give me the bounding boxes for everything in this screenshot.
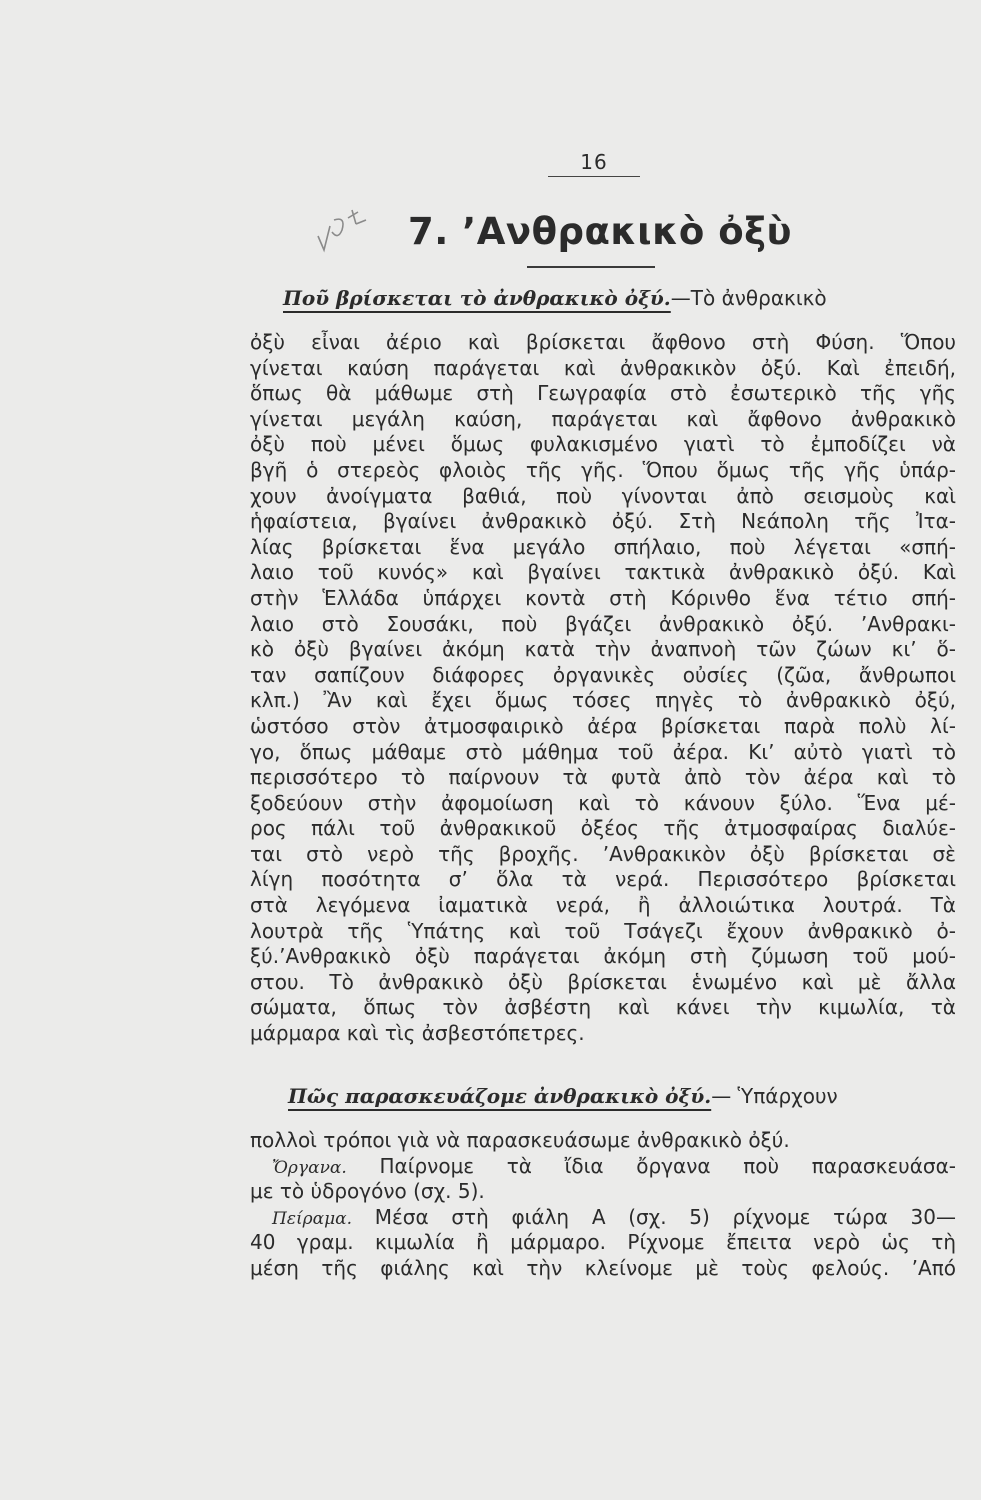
chapter-title: 7. ’Ανθρακικὸ ὀξὺ — [408, 210, 792, 253]
section-heading-preparation — [288, 1084, 838, 1108]
text-line: ὡστόσο στὸν ἀτμοσφαιρικὸ ἀέρα βρίσκεται παρὰ πολὺ λί- — [250, 713, 956, 738]
paragraph-where-found — [250, 330, 956, 1047]
text-line: ξύ.’Ανθρακικὸ ὀξὺ παράγεται ἀκόμη στὴ ζύμωση τοῦ μού- — [250, 944, 956, 969]
text-line: γίνεται καύση παράγεται καὶ ἀνθρακικὸν ὀξύ. Καὶ ἐπειδή, — [250, 355, 956, 380]
text-line: ται στὸ νερὸ τῆς βροχῆς. ’Ανθρακικὸν ὀξὺ βρίσκεται σὲ — [250, 841, 956, 866]
page-number-rule — [548, 176, 640, 177]
text-line: ξοδεύουν στὴν ἀφομοίωση καὶ τὸ κάνουν ξύλο. Ἕνα μέ- — [250, 790, 956, 815]
text-line: ὀξὺ ποὺ μένει ὅμως φυλακισμένο γιατὶ τὸ ἐμποδίζει νὰ — [250, 432, 956, 457]
section-heading-text: Ποῦ βρίσκεται τὸ ἀνθρακικὸ ὀξύ. — [283, 286, 671, 310]
text-line: ταν σαπίζουν διάφορες ὀργανικὲς οὐσίες (ζῶα, ἄνθρωποι — [250, 662, 956, 687]
text-line: μάρμαρα καὶ τὶς ἀσβεστόπετρες. — [250, 1021, 585, 1046]
text-line: χουν ἀνοίγματα βαθιά, ποὺ γίνονται ἀπὸ σεισμοὺς καὶ — [250, 483, 956, 508]
text-line: ἡφαίστεια, βγαίνει ἀνθρακικὸ ὀξύ. Στὴ Νεάπολη τῆς Ἰτα- — [250, 509, 956, 534]
text-line: στὰ λεγόμενα ἰαματικὰ νερά, ἢ ἀλλοιώτικα λουτρά. Τὰ — [250, 893, 956, 918]
text-line: κὸ ὀξὺ βγαίνει ἀκόμη κατὰ τὴν ἀναπνοὴ τῶν ζώων κι’ ὅ- — [250, 637, 956, 662]
text-line-instruments — [250, 1154, 956, 1180]
section-heading-text: Πῶς παρασκευάζομε ἀνθρακικὸ ὀξύ. — [288, 1084, 712, 1108]
experiment-label: Πείραμα. — [272, 1208, 353, 1229]
text-line: με τὸ ὑδρογόνο (σχ. 5). — [250, 1179, 485, 1204]
title-rule — [527, 266, 655, 268]
instruments-text: Παίρνομε τὰ ἴδια ὄργανα ποὺ παρασκευάσα- — [379, 1153, 956, 1178]
page-number: 16 — [580, 150, 608, 174]
experiment-text: Μέσα στὴ φιάλη Α (σχ. 5) ρίχνομε τώρα 30— — [374, 1204, 956, 1229]
text-line: κλπ.) Ἂν καὶ ἔχει ὅμως τόσες πηγὲς τὸ ἀνθρακικὸ ὀξύ, — [250, 688, 956, 713]
instruments-label: Ὄργανα. — [272, 1157, 347, 1178]
text-line: στου. Τὸ ἀνθρακικὸ ὀξὺ βρίσκεται ἑνωμένο καὶ μὲ ἄλλα — [250, 969, 956, 994]
section-heading-tail: — Ὑπάρχουν — [711, 1084, 838, 1108]
text-line: βγῆ ὁ στερεὸς φλοιὸς τῆς γῆς. Ὅπου ὅμως τῆς γῆς ὑπάρ- — [250, 457, 956, 482]
text-line: γίνεται μεγάλη καύση, παράγεται καὶ ἄφθονο ἀνθρακικὸ — [250, 406, 956, 431]
text-line: περισσότερο τὸ παίρνουν τὰ φυτὰ ἀπὸ τὸν ἀέρα καὶ τὸ — [250, 765, 956, 790]
text-line-experiment — [250, 1205, 956, 1231]
handwritten-pencil-mark — [312, 206, 372, 254]
text-line: ὅπως θὰ μάθωμε στὴ Γεωγραφία στὸ ἐσωτερικὸ τῆς γῆς — [250, 381, 956, 406]
paragraph-preparation — [250, 1128, 956, 1282]
section-heading-tail: —Τὸ ἀνθρακικὸ — [670, 286, 827, 310]
text-line: 40 γραμ. κιμωλία ἢ μάρμαρο. Ρίχνομε ἔπειτα νερὸ ὡς τὴ — [250, 1230, 956, 1255]
text-line: λίγη ποσότητα σ’ ὅλα τὰ νερά. Περισσότερο βρίσκεται — [250, 867, 956, 892]
text-line: στὴν Ἑλλάδα ὑπάρχει κοντὰ στὴ Κόρινθο ἕνα τέτιο σπή- — [250, 585, 956, 610]
text-line: λαιο τοῦ κυνός» καὶ βγαίνει τακτικὰ ἀνθρακικὸ ὀξύ. Καὶ — [250, 560, 956, 585]
text-line: λαιο στὸ Σουσάκι, ποὺ βγάζει ἀνθρακικὸ ὀξύ. ’Ανθρακι- — [250, 611, 956, 636]
text-line: ρος πάλι τοῦ ἀνθρακικοῦ ὀξέος τῆς ἀτμοσφαίρας διαλύε- — [250, 816, 956, 841]
section-heading-where-found — [283, 286, 827, 310]
text-line: σώματα, ὅπως τὸν ἀσβέστη καὶ κάνει τὴν κιμωλία, τὰ — [250, 995, 956, 1020]
text-line: γο, ὅπως μάθαμε στὸ μάθημα τοῦ ἀέρα. Κι’ αὐτὸ γιατὶ τὸ — [250, 739, 956, 764]
text-line: λίας βρίσκεται ἕνα μεγάλο σπήλαιο, ποὺ λέγεται «σπή- — [250, 534, 956, 559]
text-line: λουτρὰ τῆς Ὑπάτης καὶ τοῦ Τσάγεζι ἔχουν ἀνθρακικὸ ὀ- — [250, 918, 956, 943]
text-line: ὀξὺ εἶναι ἀέριο καὶ βρίσκεται ἄφθονο στὴ Φύση. Ὅπου — [250, 330, 956, 354]
text-line: μέση τῆς φιάλης καὶ τὴν κλείνομε μὲ τοὺς φελούς. ’Από — [250, 1255, 956, 1280]
text-line: πολλοὶ τρόποι γιὰ νὰ παρασκευάσωμε ἀνθρακικὸ ὀξύ. — [250, 1128, 790, 1152]
